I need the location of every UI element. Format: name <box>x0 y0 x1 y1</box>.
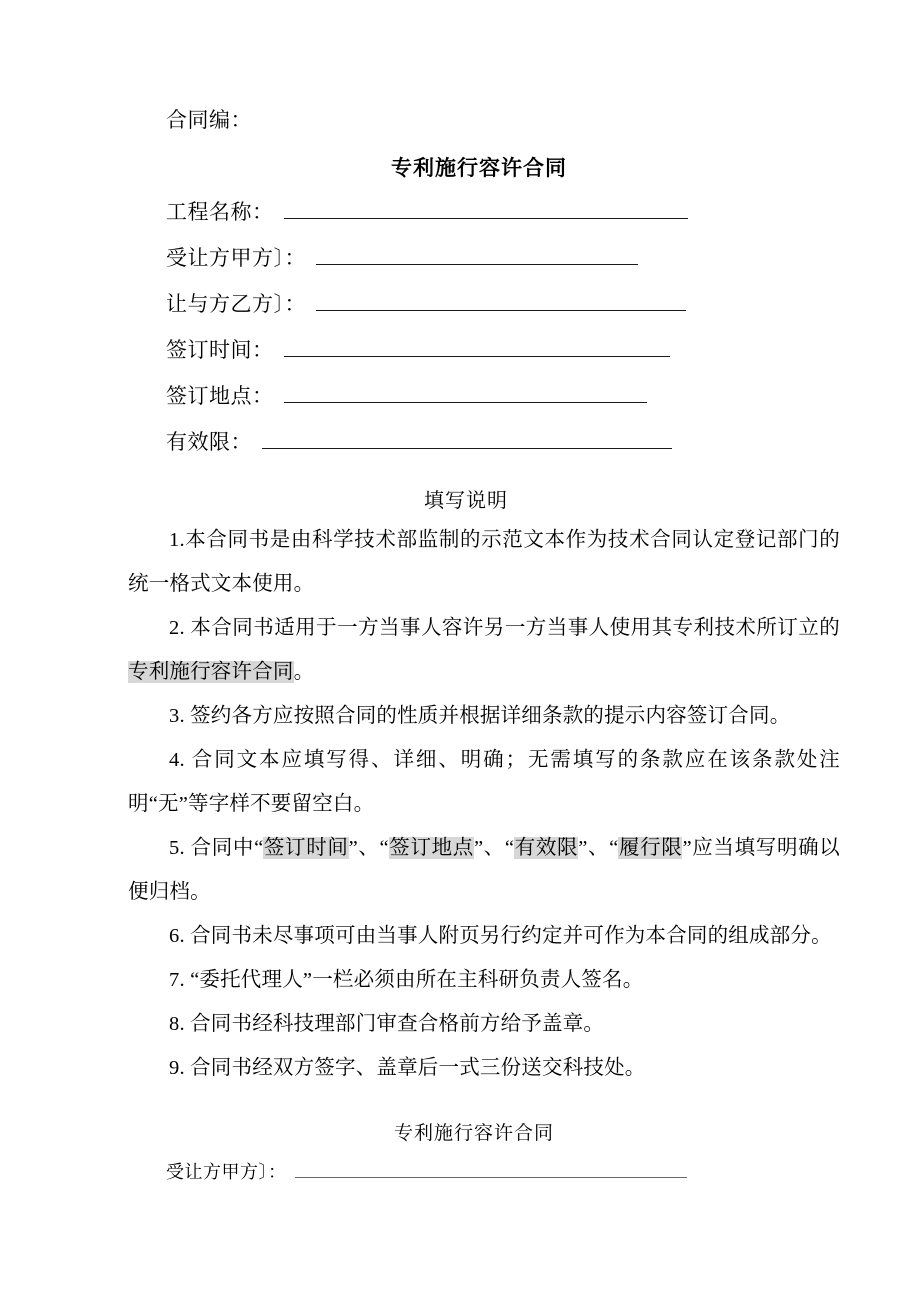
instruction-text: ”、“ <box>473 837 515 859</box>
document-title-text: 专利施行容许合同 <box>391 156 567 180</box>
highlighted-term: 签订时间 <box>263 837 349 859</box>
instruction-text: 。 <box>293 661 315 683</box>
instruction-text: 2. 本合同书适用于一方当事人容许另一方当事人使用其专利技术所订立的 <box>169 617 840 639</box>
field-row-valid-term <box>166 426 866 472</box>
field-input-signing-place[interactable] <box>284 382 647 403</box>
field-input-transferee[interactable] <box>316 244 638 265</box>
instruction-item <box>128 606 840 694</box>
instruction-text: 7. “委托代理人”一栏必须由所在主科研负责人签名。 <box>169 969 644 991</box>
instruction-text: 1.本合同书是由科学技术部监制的示范文本作为技术合同认定登记部门的统一格式文本使用。 <box>128 529 840 595</box>
field-input-transferor[interactable] <box>316 290 686 311</box>
instruction-item <box>128 694 840 738</box>
field-label-transferee: 受让方甲方〕： <box>166 247 306 270</box>
footer-label-transferee: 受让方甲方〕： <box>166 1162 287 1182</box>
instruction-item <box>128 958 840 1002</box>
instruction-text: 9. 合同书经双方签字、盖章后一式三份送交科技处。 <box>169 1057 646 1079</box>
instruction-text: 4. 合同文本应填写得、详细、明确；无需填写的条款应在该条款处注明“无”等字样不要留空白。 <box>128 749 840 815</box>
instruction-text: 3. 签约各方应按照合同的性质并根据详细条款的提示内容签订合同。 <box>169 705 791 727</box>
instruction-item <box>128 738 840 826</box>
field-row-signing-date <box>166 334 866 380</box>
field-label-signing-place: 签订地点： <box>166 385 274 408</box>
instruction-item <box>128 1002 840 1046</box>
instruction-text: 8. 合同书经科技理部门审查合格前方给予盖章。 <box>169 1013 605 1035</box>
field-label-transferor: 让与方乙方〕： <box>166 293 306 316</box>
field-label-signing-date: 签订时间： <box>166 339 274 362</box>
document-title <box>0 152 920 182</box>
footer-field-transferee <box>166 1158 687 1184</box>
instruction-item <box>128 826 840 914</box>
instruction-text: 5. 合同中“ <box>169 837 264 859</box>
instruction-text: ”应当填写明确以便归档。 <box>128 837 840 903</box>
field-label-valid-term: 有效限： <box>166 431 252 454</box>
field-row-project-name <box>166 196 866 242</box>
highlighted-term: 履行限 <box>618 837 683 859</box>
field-input-project-name[interactable] <box>284 198 688 219</box>
instruction-text: ”、“ <box>348 837 389 859</box>
instructions-heading <box>0 484 920 513</box>
highlighted-term: 有效限 <box>514 837 579 859</box>
instruction-item <box>128 1046 840 1090</box>
contract-form-fields <box>166 196 866 472</box>
instruction-text: ”、“ <box>578 837 619 859</box>
instruction-item <box>128 518 840 606</box>
field-row-signing-place <box>166 380 866 426</box>
instruction-item <box>128 914 840 958</box>
instruction-text: 6. 合同书未尽事项可由当事人附页另行约定并可作为本合同的组成部分。 <box>169 925 832 947</box>
field-row-transferor <box>166 288 866 334</box>
instructions-body <box>128 518 840 1090</box>
footer-contract-title <box>0 1118 920 1145</box>
highlighted-term: 签订地点 <box>388 837 474 859</box>
contract-number-label: 合同编： <box>166 109 252 132</box>
footer-input-transferee[interactable] <box>295 1161 687 1178</box>
field-input-valid-term[interactable] <box>262 428 672 449</box>
field-input-signing-date[interactable] <box>284 336 670 357</box>
field-row-transferee <box>166 242 866 288</box>
footer-contract-title-text: 专利施行容许合同 <box>393 1123 554 1144</box>
instructions-heading-text: 填写说明 <box>424 490 508 512</box>
highlighted-term: 专利施行容许合同 <box>128 661 294 683</box>
field-label-project-name: 工程名称： <box>166 201 274 224</box>
